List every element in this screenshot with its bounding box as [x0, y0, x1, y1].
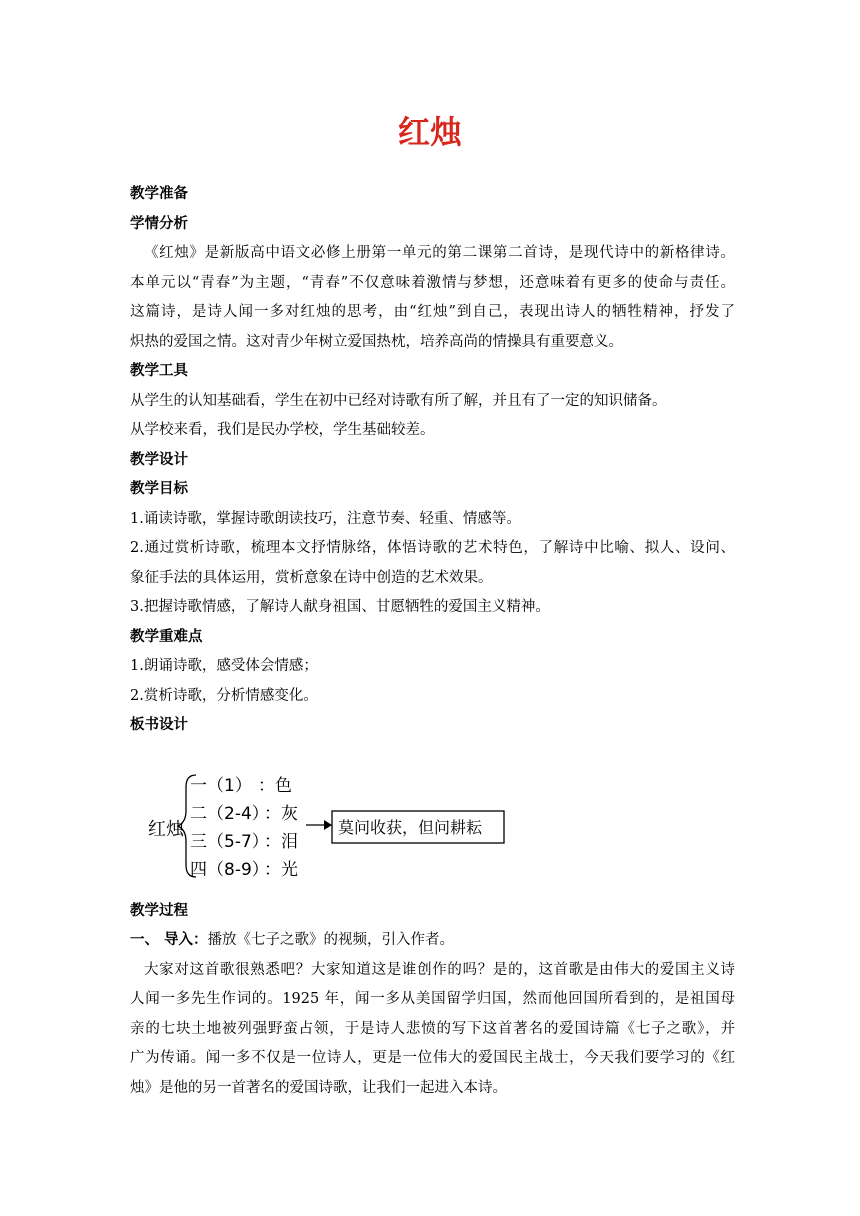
goal-line: 象征手法的具体运用，赏析意象在诗中创造的艺术效果。: [130, 569, 493, 586]
key-line: 1.朗诵诗歌，感受体会情感；: [130, 658, 318, 674]
intro-paragraph-line: 亲的七块土地被列强野蛮占领，于是诗人悲愤的写下这首著名的爱国诗篇《七子之歌》，并: [130, 1020, 735, 1037]
board-item-word: ：灰: [264, 803, 298, 824]
board-root: 红烛: [148, 818, 184, 840]
heading-key-points: 教学重难点: [130, 628, 203, 645]
heading-prep: 教学准备: [130, 186, 188, 202]
board-item-word: ：泪: [264, 831, 298, 852]
analysis-line: 炽热的爱国之情。这对青少年树立爱国热枕，培养高尚的情操具有重要意义。: [130, 333, 623, 350]
document-title: 红烛: [397, 113, 462, 151]
goal-line: 3.把握诗歌情感，了解诗人献身祖国、甘愿牺牲的爱国主义精神。: [130, 599, 550, 615]
board-item-word: ：光: [264, 859, 298, 880]
intro-label: 一、 导入：: [130, 932, 208, 948]
board-arrow-head: [324, 820, 332, 830]
heading-tools: 教学工具: [130, 363, 188, 379]
heading-board: 板书设计: [130, 717, 188, 733]
heading-design: 教学设计: [130, 451, 188, 468]
board-diagram-svg: [130, 747, 530, 897]
heading-process: 教学过程: [130, 902, 188, 919]
heading-analysis: 学情分析: [130, 215, 188, 232]
board-diagram: [130, 747, 735, 897]
analysis-line: 这篇诗，是诗人闻一多对红烛的思考，由“红烛”到自己，表现出诗人的牺牲精神，抒发了: [130, 304, 735, 320]
board-item-num: 二（2-4）: [190, 803, 269, 824]
heading-goals: 教学目标: [130, 481, 188, 497]
board-item-num: 四（8-9）: [190, 859, 269, 880]
goal-line: 2.通过赏析诗歌，梳理本文抒情脉络，体悟诗歌的艺术特色，了解诗中比喻、拟人、设问、: [130, 540, 735, 556]
board-item-num: 三（5-7）: [190, 831, 269, 852]
intro-paragraph-line: 烛》是他的另一首著名的爱国诗歌，让我们一起进入本诗。: [130, 1079, 507, 1096]
tools-line: 从学校来看，我们是民办学校，学生基础较差。: [130, 422, 435, 438]
intro-paragraph-line: 大家对这首歌很熟悉吧？大家知道这是谁创作的吗？是的，这首歌是由伟大的爱国主义诗: [144, 961, 735, 978]
goal-line: 1.诵读诗歌，掌握诗歌朗读技巧，注意节奏、轻重、情感等。: [130, 510, 521, 527]
document-body: [130, 180, 735, 1103]
board-item-word: ：色: [258, 775, 292, 796]
tools-line: 从学生的认知基础看，学生在初中已经对诗歌有所了解，并且有了一定的知识储备。: [130, 392, 667, 409]
board-summary: 莫问收获，但问耕耘: [338, 817, 483, 837]
key-line: 2.赏析诗歌，分析情感变化。: [130, 687, 318, 704]
analysis-line: 本单元以“青春”为主题，“青春”不仅意味着激情与梦想，还意味着有更多的使命与责任。: [130, 274, 735, 291]
intro-line: [130, 926, 735, 956]
intro-paragraph-line: 广为传诵。闻一多不仅是一位诗人，更是一位伟大的爱国民主战士，今天我们要学习的《红: [130, 1050, 735, 1066]
board-item-num: 一（1）: [190, 775, 252, 796]
analysis-line: 《红烛》是新版高中语文必修上册第一单元的第二课第二首诗，是现代诗中的新格律诗。: [144, 245, 735, 261]
intro-text: 播放《七子之歌》的视频，引入作者。: [207, 932, 455, 948]
intro-paragraph-line: 人闻一多先生作词的。1925 年，闻一多从美国留学归国，然而他回国所看到的，是祖国母: [130, 991, 735, 1007]
